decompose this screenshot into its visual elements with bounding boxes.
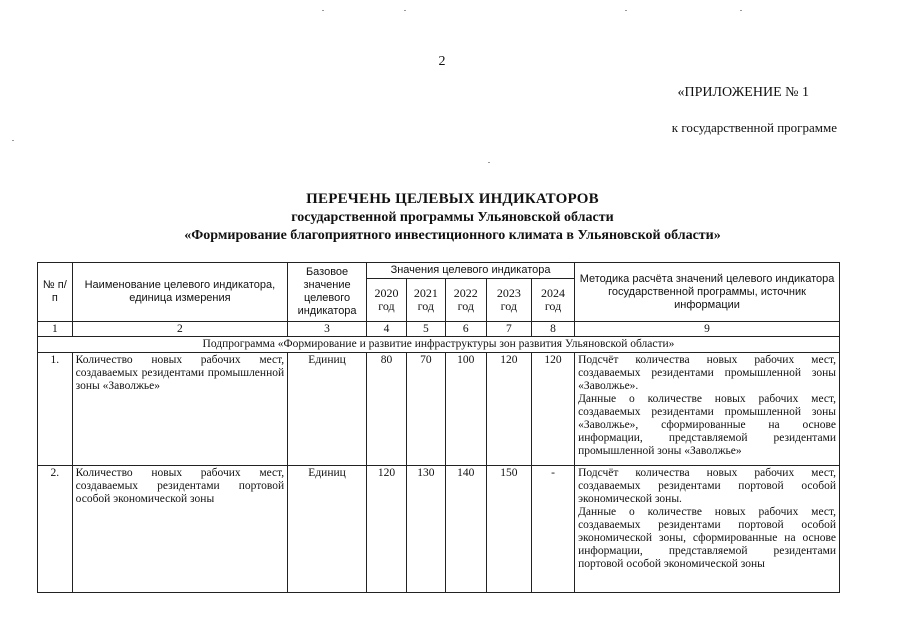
header-year: 2023 год [486,279,531,322]
value-2024: - [531,466,574,593]
scan-speck [625,10,627,11]
scan-speck [740,10,742,11]
value-2021: 70 [406,353,445,466]
value-2022: 140 [445,466,486,593]
indicator-name: Количество новых рабочих мест, создаваемых резидентами промышленной зоны «Заволжье» [72,353,287,466]
method-paragraph: Данные о количестве новых рабочих мест, создаваемых резидентами промышленной зоны «Заволжье», сформированные на основе информации, представляемой резидентами промышленной зоны «Заволжье» [578,393,836,457]
row-number: 1. [38,353,73,466]
column-number: 1 [38,322,73,337]
column-number: 6 [445,322,486,337]
column-number: 9 [575,322,840,337]
column-number: 8 [531,322,574,337]
column-numbers-row [38,322,840,337]
column-number: 3 [288,322,367,337]
column-number: 2 [72,322,287,337]
method-paragraph: Подсчёт количества новых рабочих мест, создаваемых резидентами промышленной зоны «Заволжье». [578,354,836,392]
value-2021: 130 [406,466,445,593]
scan-speck [404,10,406,11]
appendix-subtitle: к государственной программе [671,120,837,135]
table-row [38,353,840,466]
scan-speck [322,10,324,11]
method-cell [575,466,840,593]
header-method: Методика расчёта значений целевого индикатора государственной программы, источник информации [575,263,840,322]
base-value: Единиц [288,353,367,466]
indicators-table [37,262,840,593]
header-year: 2024 год [531,279,574,322]
value-2022: 100 [445,353,486,466]
column-number: 7 [486,322,531,337]
column-number: 5 [406,322,445,337]
value-2024: 120 [531,353,574,466]
value-2023: 150 [486,466,531,593]
header-base: Базовое значение целевого индикатора [288,263,367,322]
value-2020: 80 [366,353,406,466]
program-name: «Формирование благоприятного инвестиционного климата в Ульяновской области» [184,228,721,243]
indicator-name: Количество новых рабочих мест, создаваемых резидентами портовой особой экономической зоны [72,466,287,593]
table-header-row [38,263,840,279]
document-title: ПЕРЕЧЕНЬ ЦЕЛЕВЫХ ИНДИКАТОРОВ [306,191,599,207]
scan-speck [12,140,14,141]
base-value: Единиц [288,466,367,593]
row-number: 2. [38,466,73,593]
document-subtitle: государственной программы Ульяновской области [291,210,614,225]
header-name: Наименование целевого индикатора, единица измерения [72,263,287,322]
subprogram-title: Подпрограмма «Формирование и развитие инфраструктуры зон развития Ульяновской области» [38,337,840,353]
method-paragraph: Подсчёт количества новых рабочих мест, создаваемых резидентами портовой особой экономической зоны. [578,467,836,505]
appendix-label: «ПРИЛОЖЕНИЕ № 1 [677,85,809,100]
header-values-group: Значения целевого индикатора [366,263,574,279]
header-year: 2020 год [366,279,406,322]
page-number: 2 [438,54,446,69]
column-number: 4 [366,322,406,337]
subprogram-row [38,337,840,353]
header-year: 2022 год [445,279,486,322]
header-year: 2021 год [406,279,445,322]
value-2023: 120 [486,353,531,466]
header-no: № п/п [38,263,73,322]
value-2020: 120 [366,466,406,593]
method-paragraph: Данные о количестве новых рабочих мест, создаваемых резидентами портовой особой экономической зоны, сформированные на основе информации, представляемой резидентами портовой особой экономической зоны [578,506,836,570]
scan-speck [488,162,490,163]
table-row [38,466,840,593]
method-cell [575,353,840,466]
